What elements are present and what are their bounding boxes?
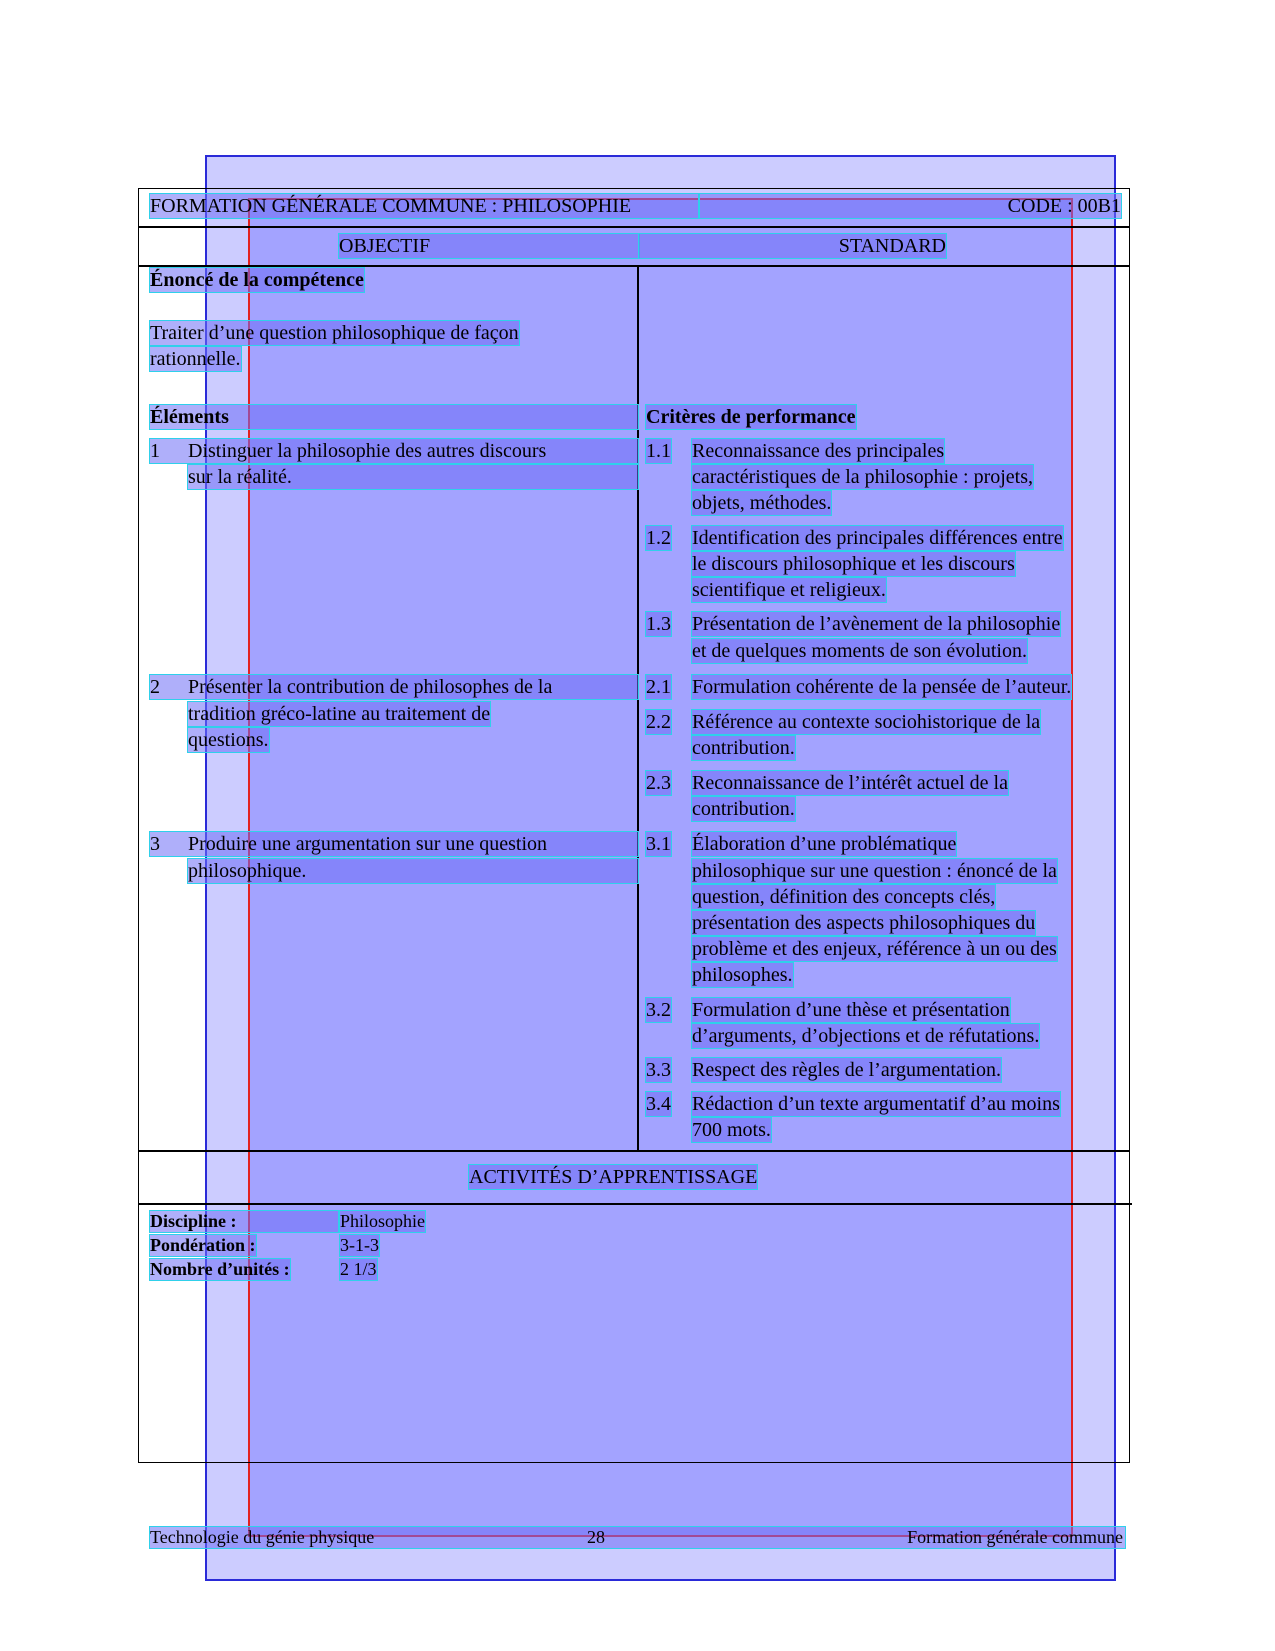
elements-heading: Éléments	[150, 405, 638, 429]
unites-label: Nombre d’unités :	[150, 1259, 290, 1279]
critere-text: présentation des aspects philosophiques du	[692, 912, 1036, 934]
critere-text: philosophes.	[692, 964, 793, 986]
unites-value: 2 1/3	[340, 1259, 377, 1279]
element-text: Présenter la contribution de philosophes de la	[188, 676, 553, 698]
element-number: 1	[150, 439, 638, 463]
critere-number: 3.4	[646, 1093, 671, 1115]
page-number: 28	[587, 1527, 605, 1547]
critere-text: scientifique et religieux.	[692, 579, 886, 601]
critere-text: d’arguments, d’objections et de réfutations.	[692, 1025, 1040, 1047]
element-text: sur la réalité.	[188, 465, 638, 489]
critere-number: 1.2	[646, 527, 671, 549]
critere-text: Identification des principales différences entre	[692, 527, 1063, 549]
ponderation-value: 3-1-3	[340, 1235, 379, 1255]
critere-number: 3.3	[646, 1059, 671, 1081]
activites-heading: ACTIVITÉS D’APPRENTISSAGE	[469, 1166, 758, 1188]
critere-number: 3.1	[646, 833, 671, 855]
critere-text: Formulation d’une thèse et présentation	[692, 999, 1010, 1021]
divider	[138, 226, 1130, 228]
critere-text: Formulation cohérente de la pensée de l’auteur.	[692, 676, 1072, 698]
critere-text: problème et des enjeux, référence à un ou des	[692, 938, 1057, 960]
competence-heading: Énoncé de la compétence	[150, 269, 364, 291]
critere-number: 2.1	[646, 676, 671, 698]
element-text: philosophique.	[188, 859, 638, 883]
critere-text: caractéristiques de la philosophie : projets,	[692, 466, 1034, 488]
objectif-heading: OBJECTIF	[339, 234, 639, 258]
critere-number: 1.1	[646, 440, 671, 462]
critere-text: contribution.	[692, 737, 795, 759]
column-divider	[637, 265, 639, 1150]
critere-text: Reconnaissance des principales	[692, 440, 945, 462]
course-code: CODE : 00B1	[700, 194, 1121, 218]
critere-text: philosophique sur une question : énoncé de la	[692, 860, 1057, 882]
critere-text: le discours philosophique et les discours	[692, 553, 1015, 575]
discipline-value: Philosophie	[340, 1211, 426, 1231]
critere-text: objets, méthodes.	[692, 492, 832, 514]
critere-text: Référence au contexte sociohistorique de la	[692, 711, 1041, 733]
element-text: tradition gréco-latine au traitement de	[188, 703, 491, 725]
critere-text: Respect des règles de l’argumentation.	[692, 1059, 1001, 1081]
critere-text: Présentation de l’avènement de la philosophie	[692, 613, 1061, 635]
ponderation-label: Pondération :	[150, 1235, 256, 1255]
critere-text: Reconnaissance de l’intérêt actuel de la	[692, 772, 1008, 794]
element-text: Distinguer la philosophie des autres discours	[188, 440, 547, 462]
critere-number: 3.2	[646, 999, 671, 1021]
critere-number: 2.3	[646, 772, 671, 794]
competence-text: rationnelle.	[150, 348, 241, 370]
element-text: Produire une argumentation sur une question	[188, 833, 548, 855]
standard-heading: STANDARD	[639, 234, 946, 258]
footer-left: Technologie du génie physique	[150, 1527, 1125, 1548]
critere-text: Rédaction d’un texte argumentatif d’au moins	[692, 1093, 1060, 1115]
discipline-label: Discipline :	[150, 1211, 338, 1232]
criteres-heading: Critères de performance	[646, 406, 856, 428]
critere-text: 700 mots.	[692, 1119, 771, 1141]
divider	[138, 1203, 1132, 1205]
competence-text: Traiter d’une question philosophique de façon	[150, 322, 519, 344]
critere-text: question, définition des concepts clés,	[692, 886, 996, 908]
critere-text: contribution.	[692, 798, 795, 820]
element-number: 3	[150, 832, 638, 856]
critere-number: 1.3	[646, 613, 671, 635]
footer-right: Formation générale commune	[907, 1527, 1123, 1547]
critere-text: et de quelques moments de son évolution.	[692, 640, 1027, 662]
element-text: questions.	[188, 729, 269, 751]
divider	[138, 265, 1130, 267]
critere-text: Élaboration d’une problématique	[692, 833, 957, 855]
divider	[138, 1150, 1130, 1152]
element-number: 2	[150, 675, 638, 699]
page-title: FORMATION GÉNÉRALE COMMUNE : PHILOSOPHIE	[150, 194, 698, 218]
critere-number: 2.2	[646, 711, 671, 733]
